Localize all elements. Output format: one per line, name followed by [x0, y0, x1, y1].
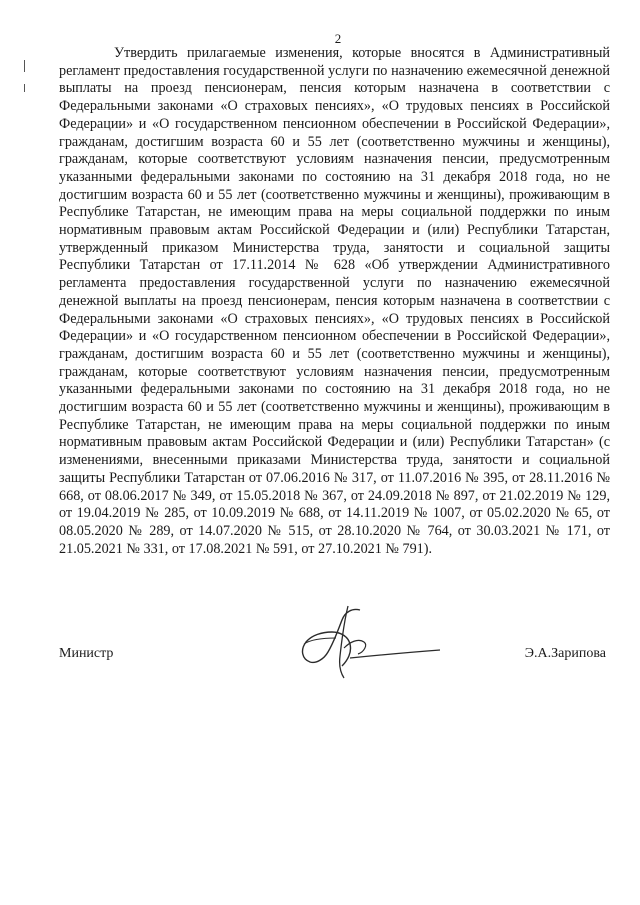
- signatory-position: Министр: [59, 646, 114, 661]
- handwritten-signature: [290, 598, 450, 693]
- scan-edge-mark: [24, 60, 25, 72]
- scan-edge-mark: [24, 84, 25, 92]
- body-paragraph: Утвердить прилагаемые изменения, которые вносятся в Административный регламент предоставления государственной услуги по назначению ежемесячной денежной выплаты на проезд пенсионерам, пенсия которым назначена в соответствии с Федеральными законами «О страховых пенсиях», «О трудовых пенсиях в Российской Федерации» и «О государственном пенсионном обеспечении в Российской Федерации», гражданам, достигшим возраста 60 и 55 лет (соответственно мужчины и женщины), гражданам, которые соответствуют условиям назначения пенсии, предусмотренным указанными федеральными законами по состоянию на 31 декабря 2018 года, но не достигшим возраста 60 и 55 лет (соответственно мужчины и женщины), проживающим в Республике Татарстан, не имеющим права на меры социальной поддержки по иным нормативным правовым актам Российской Федерации и (или) Республики Татарстан, утвержденный приказом Министерства труда, занятости и социальной защиты Республики Татарстан от 17.11.2014 № 628 «Об утверждении Административного регламента предоставления государственной услуги по назначению ежемесячной денежной выплаты на проезд пенсионерам, пенсия которым назначена в соответствии с Федеральными законами «О страховых пенсиях», «О трудовых пенсиях в Российской Федерации» и «О государственном пенсионном обеспечении в Российской Федерации», гражданам, достигшим возраста 60 и 55 лет (соответственно мужчины и женщины), гражданам, которые соответствуют условиям назначения пенсии, предусмотренным указанными федеральными законами по состоянию на 31 декабря 2018 года, но не достигшим возраста 60 и 55 лет (соответственно мужчины и женщины), проживающим в Республике Татарстан, не имеющим права на меры социальной поддержки по иным нормативным правовым актам Российской Федерации и (или) Республики Татарстан» (с изменениями, внесенными приказами Министерства труда, занятости и социальной защиты Республики Татарстан от 07.06.2016 № 317, от 11.07.2016 № 395, от 28.11.2016 № 668, от 08.06.2017 № 349, от 15.05.2018 № 367, от 24.09.2018 № 897, от 21.02.2019 № 129, от 19.04.2019 № 285, от 10.09.2019 № 688, от 14.11.2019 № 1007, от 05.02.2020 № 65, от 08.05.2020 № 289, от 14.07.2020 № 515, от 28.10.2020 № 764, от 30.03.2021 № 171, от 21.05.2021 № 331, от 17.08.2021 № 591, от 27.10.2021 № 791).: [59, 45, 610, 557]
- signatory-name: Э.А.Зарипова: [524, 646, 606, 661]
- page-number: 2: [334, 31, 342, 46]
